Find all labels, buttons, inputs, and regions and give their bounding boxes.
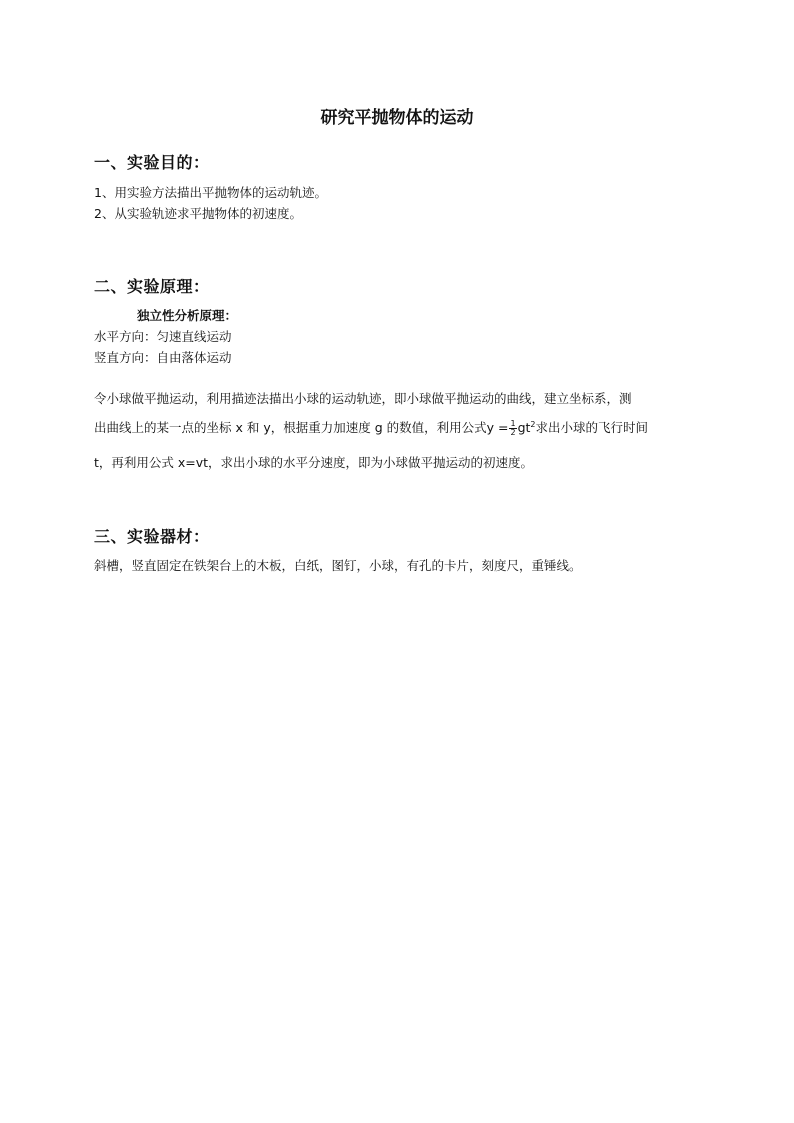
formula-denominator: 2 (510, 428, 516, 437)
formula-numerator: 1 (510, 419, 516, 428)
principle-paragraph-line-2-after: 求出小球的飞行时间 (535, 420, 649, 435)
principle-paragraph-line-3: t，再利用公式 x=vt，求出小球的水平分速度，即为小球做平抛运动的初速度。 (94, 455, 534, 470)
principle-paragraph-line-2 (94, 418, 704, 437)
formula-y: y = (486, 420, 509, 435)
document-title: 研究平抛物体的运动 (320, 108, 474, 128)
principle-line-horizontal: 水平方向：匀速直线运动 (94, 329, 232, 344)
formula (487, 420, 536, 435)
formula-gt: gt (517, 420, 531, 435)
purpose-item-1: 1、用实验方法描出平抛物体的运动轨迹。 (94, 185, 327, 200)
section-heading-purpose: 一、实验目的： (94, 153, 210, 172)
principle-line-vertical: 竖直方向：自由落体运动 (94, 350, 232, 365)
section-heading-equipment: 三、实验器材： (94, 527, 210, 546)
purpose-item-2: 2、从实验轨迹求平抛物体的初速度。 (94, 206, 302, 221)
principle-subheading: 独立性分析原理： (137, 308, 238, 323)
formula-fraction (509, 420, 516, 437)
principle-paragraph-line-1: 令小球做平抛运动，利用描迹法描出小球的运动轨迹，即小球做平抛运动的曲线，建立坐标系，测 (94, 391, 632, 406)
equipment-text: 斜槽，竖直固定在铁架台上的木板，白纸，图钉，小球，有孔的卡片，刻度尺，重锤线。 (94, 558, 582, 573)
principle-paragraph-line-2-before: 出曲线上的某一点的坐标 x 和 y，根据重力加速度 g 的数值，利用公式 (94, 420, 487, 435)
formula-exponent: 2 (530, 419, 536, 429)
section-heading-principle: 二、实验原理： (94, 277, 210, 296)
